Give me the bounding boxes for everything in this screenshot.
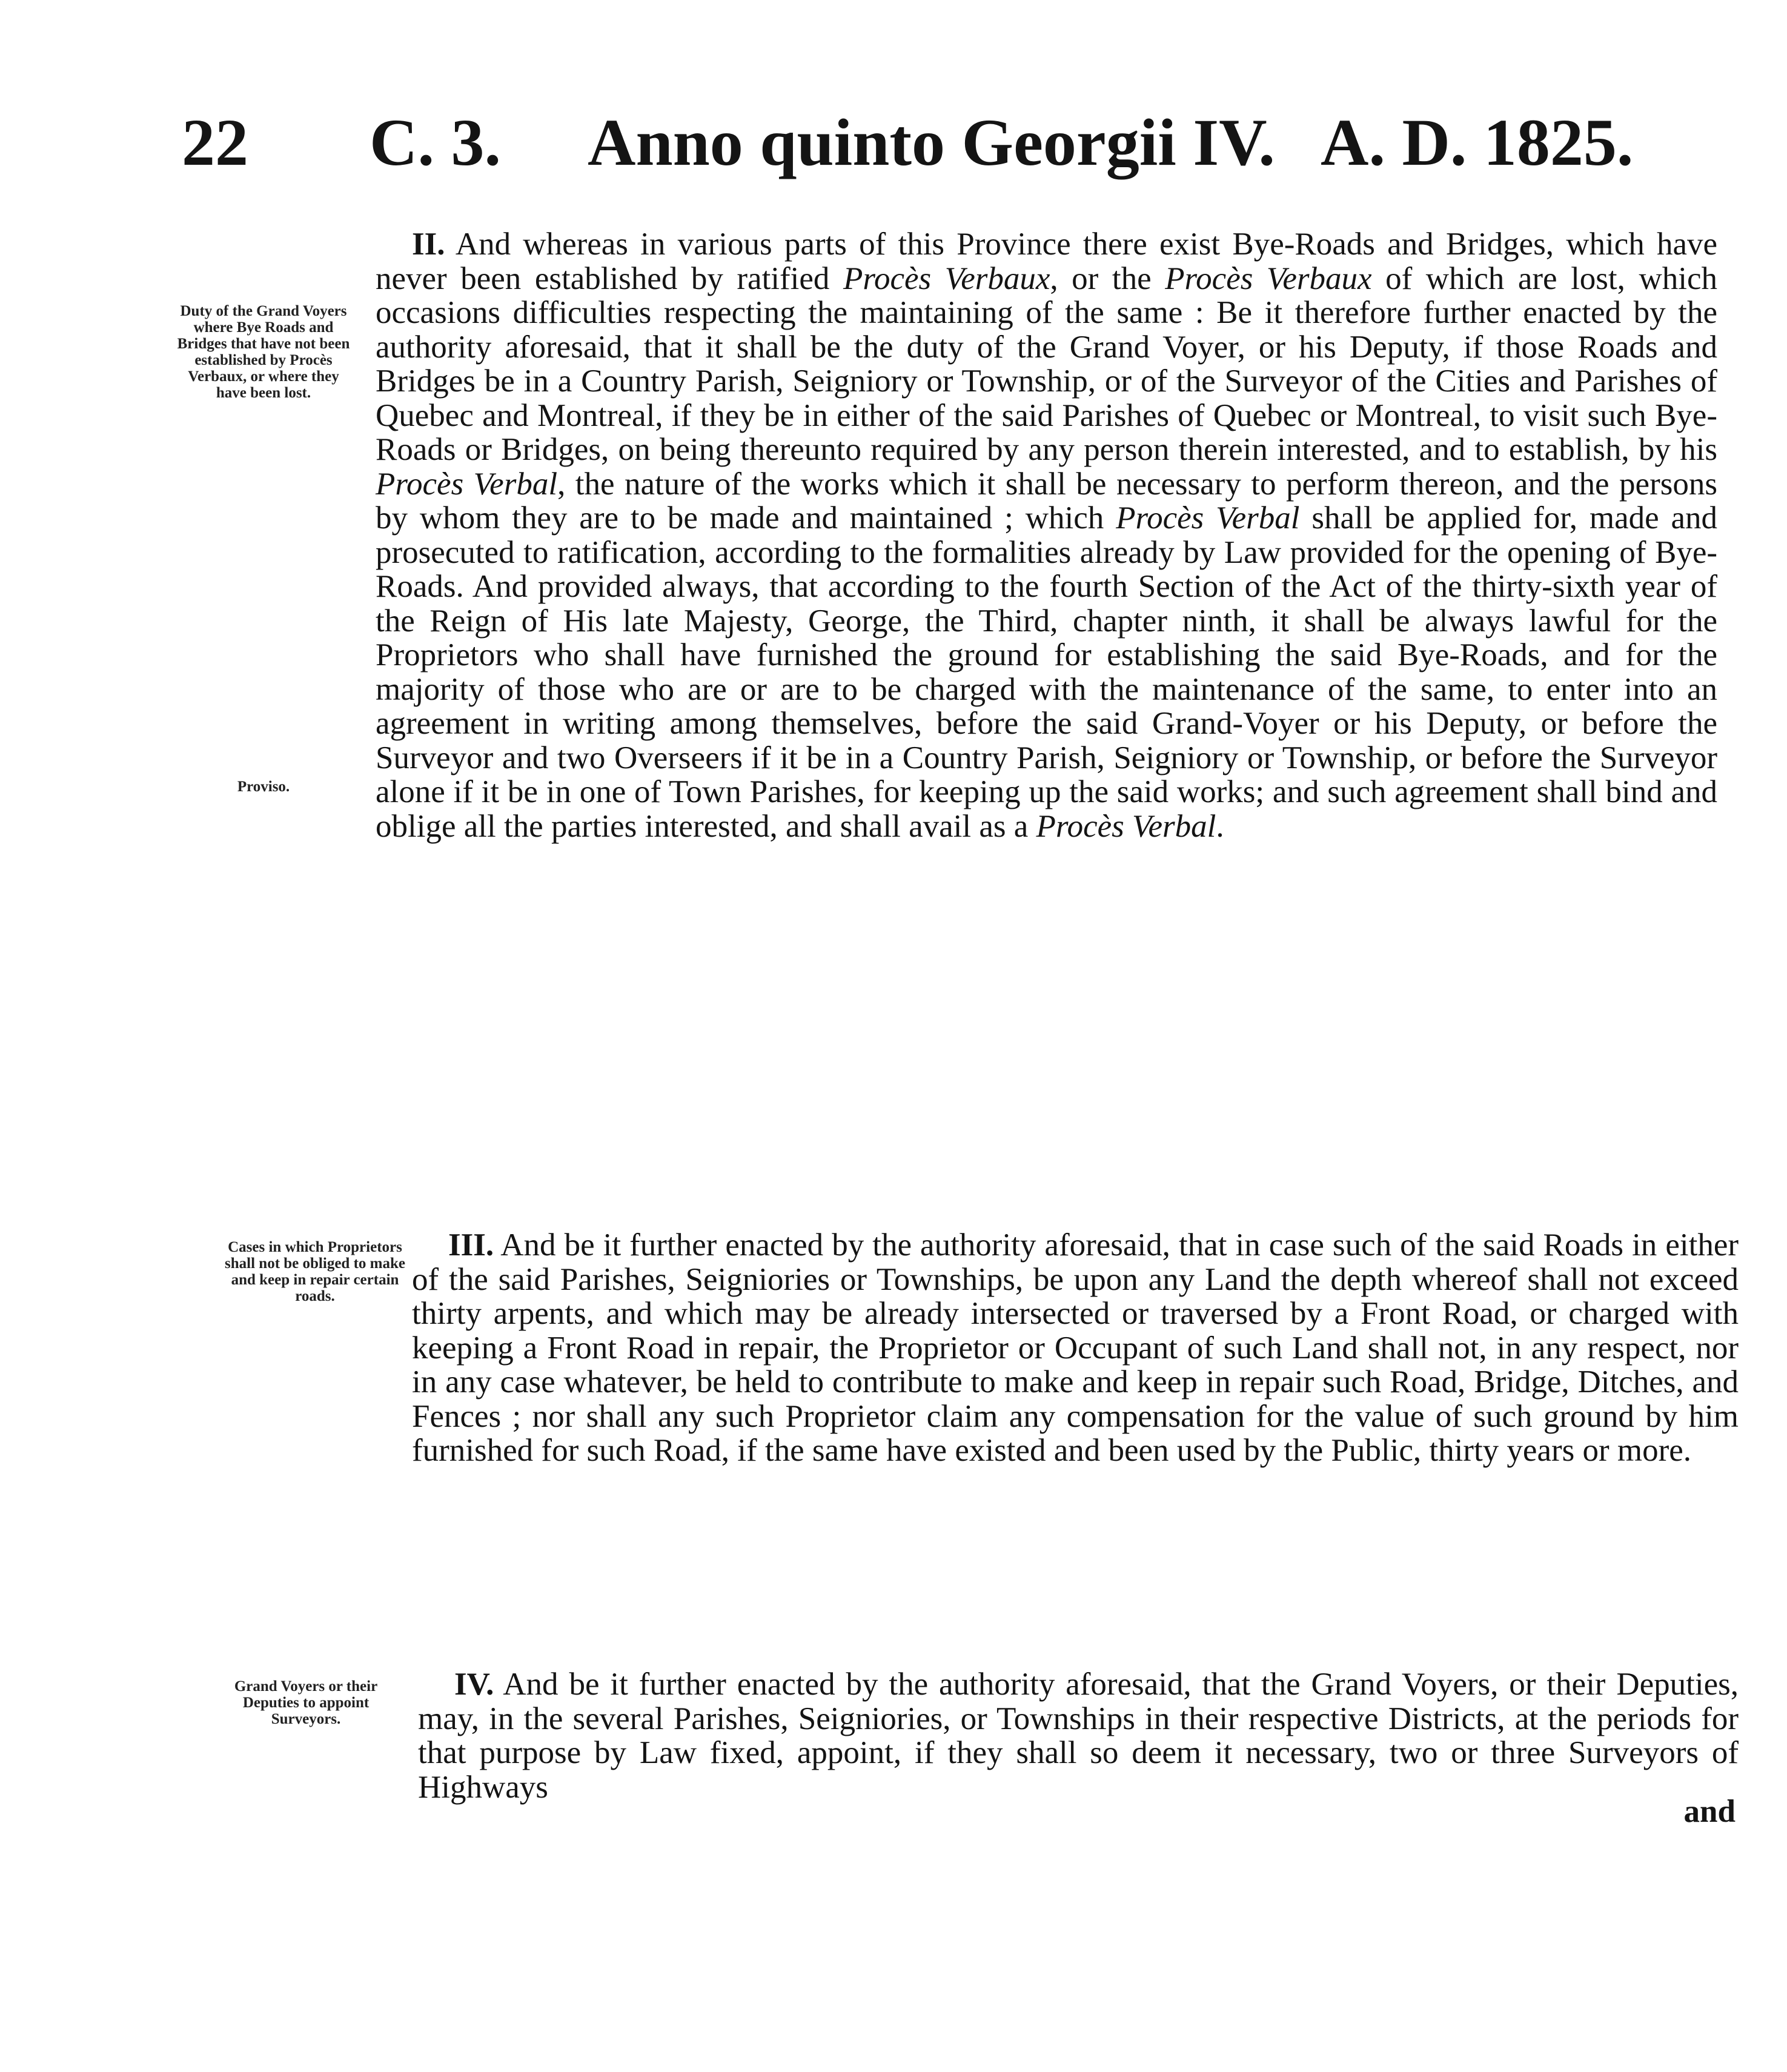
section-4 <box>418 1667 1739 1804</box>
section-4-paragraph <box>418 1667 1739 1804</box>
section-3 <box>412 1228 1739 1468</box>
section-2 <box>376 227 1717 843</box>
section-text: , or the <box>1050 261 1165 296</box>
section-2-paragraph <box>376 227 1717 843</box>
page-number: 22 <box>182 105 248 179</box>
section-text: of which are lost, which occasions difficulties respecting the maintaining of the same : Be it therefore further enacted by the authority aforesaid, that it shall be the duty of the Grand Voyer, or his Deputy, if those Roads and Bridges be in a Country Parish, Seigniory or Township, or of the Surveyor of the Cities and Parishes of Quebec and Montreal, if they be in either of the said Parishes of Quebec or Montreal, to visit such Bye-Roads or Bridges, on being thereunto required by any person therein interested, and to establish, by his <box>376 261 1717 467</box>
running-header <box>182 97 1720 188</box>
section-text: shall be applied for, made and prosecuted to ratification, according to the formalities already by Law provided for the opening of Bye-Roads. And provided always, that according to the fourth Section of the Act of the thirty-sixth year of the Reign of His late Majesty, George, the Third, chapter ninth, it shall be always lawful for the Proprietors who shall have furnished the ground for establishing the said Bye-Roads, and for the majority of those who are or are to be charged with the maintenance of the same, to enter into an agreement in writing among themselves, before the said Grand-Voyer or his Deputy, or before the Surveyor and two Overseers if it be in a Country Parish, Seigniory or Township, or before the Surveyor alone if it be in one of Town Parishes, for keeping up the said works; and such agreement shall bind and oblige all the parties interested, and shall avail as a <box>376 500 1717 844</box>
margin-note-duty: Duty of the Grand Voyers where Bye Roads and Bridges that have not been established by Procès Verbaux, or where they have been lost. <box>177 303 350 401</box>
italic-term: Procès Verbal <box>1116 500 1300 536</box>
margin-note-cases: Cases in which Proprietors shall not be obliged to make and keep in repair certain roads. <box>225 1239 405 1304</box>
section-text: And be it further enacted by the authority aforesaid, that in case such of the said Roads in either of the said Parishes, Seigniories or Townships, be upon any Land the depth whereof shall not exceed thirty arpents, and which may be already intersected or traversed by a Front Road, or charged with keeping a Front Road in repair, the Proprietor or Occupant of such Land shall not, in any respect, nor in any case whatever, be held to contribute to make and keep in repair such Road, Bridge, Ditches, and Fences ; nor shall any such Proprietor claim any compensation for the value of such ground by him furnished for such Road, if the same have existed and been used by the Public, thirty years or more. <box>412 1227 1739 1468</box>
italic-term: Procès Verbal <box>376 466 558 502</box>
section-number: II. <box>412 227 445 262</box>
italic-term: Procès Verbal <box>1036 808 1216 844</box>
act-year: A. D. 1825. <box>1321 105 1634 179</box>
section-number: III. <box>448 1227 494 1263</box>
section-3-paragraph <box>412 1228 1739 1468</box>
chapter-number: C. 3. <box>370 105 501 179</box>
section-text: . <box>1216 808 1224 844</box>
section-text: And be it further enacted by the authority aforesaid, that the Grand Voyers, or their Deputies, may, in the several Parishes, Seigniories, or Townships in their respective Districts, at the periods for that purpose by Law fixed, appoint, if they shall so deem it necessary, two or three Surveyors of Highways <box>418 1667 1739 1805</box>
italic-term: Procès Verbaux <box>843 261 1050 296</box>
section-text: , the nature of the works which it shall be necessary to perform thereon, and the persons by whom they are to be made and maintained ; which <box>376 466 1717 536</box>
italic-term: Procès Verbaux <box>1165 261 1372 296</box>
section-text: And whereas in various parts of this Province there exist Bye-Roads and Bridges, which have never been established by ratified <box>376 227 1717 296</box>
catchword: and <box>1683 1794 1736 1829</box>
margin-note-proviso: Proviso. <box>237 779 290 795</box>
margin-note-surveyors: Grand Voyers or their Deputies to appoint Surveyors. <box>234 1678 378 1727</box>
section-number: IV. <box>454 1667 494 1702</box>
act-title: Anno quinto Georgii IV. <box>588 105 1275 179</box>
